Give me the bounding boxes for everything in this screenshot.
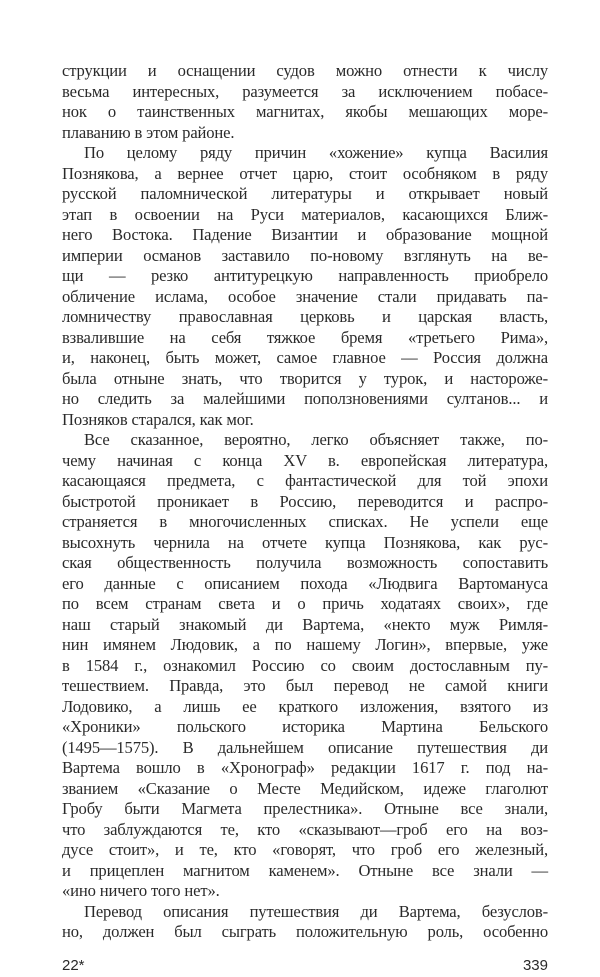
text-line: струкции и оснащении судов можно отнести к числу: [62, 61, 548, 80]
text-line: и, наконец, быть может, самое главное — Россия должна: [62, 348, 548, 367]
text-line: обличение ислама, особое значение стали придавать па-: [62, 286, 548, 306]
paragraph: [62, 143, 548, 430]
text-line: империи османов заставило по-новому взглянуть на ве-: [62, 245, 548, 265]
paragraph: [62, 61, 548, 143]
text-line: нок о таинственных магнитах, якобы мешающих море-: [62, 102, 548, 121]
text-line: в 1584 г., ознакомил Россию со своим достославным пу-: [62, 655, 548, 675]
text-line: тешествием. Правда, это был перевод не самой книги: [62, 676, 548, 695]
text-line: Гробу быти Магмета прелестника». Отныне все знали,: [62, 799, 548, 818]
text-line: что заблуждаются те, кто «сказывают—гроб его на воз-: [62, 819, 548, 839]
text-line: чему начиная с конца XV в. европейская литература,: [62, 450, 548, 470]
paragraph: [62, 902, 548, 943]
text-line: была отныне знать, что творится у турок, и настороже-: [62, 368, 548, 388]
text-line: этап в освоении на Руси материалов, касающихся Ближ-: [62, 204, 548, 224]
text-line: «ино ничего того нет».: [62, 881, 220, 900]
text-line: русской паломнической литературы и открывает новый: [62, 184, 548, 203]
page-body: [62, 0, 548, 943]
text-line: Лодовико, а лишь ее краткого изложения, взятого из: [62, 696, 548, 716]
text-line: (1495—1575). В дальнейшем описание путешествия ди: [62, 737, 548, 757]
text-line: щи — резко антитурецкую направленность приобрело: [62, 266, 548, 285]
text-line: и прицеплен магнитом каменем». Отныне все знали —: [62, 860, 548, 880]
text-line: нин имянем Людовик, а по нашему Логин», впервые, уже: [62, 635, 548, 654]
text-line: По целому ряду причин «хожение» купца Василия: [84, 143, 548, 162]
text-line: Перевод описания путешествия ди Вартема, безуслов-: [84, 901, 548, 921]
text-line: страняется в многочисленных списках. Не успели еще: [62, 512, 548, 531]
text-line: высохнуть чернила на отчете купца Познякова, как рус-: [62, 532, 548, 552]
text-line: по всем странам света и о причь ходатаях своих», где: [62, 594, 548, 613]
page-number: 339: [522, 956, 548, 974]
text-line: ская общественность получила возможность сопоставить: [62, 553, 548, 572]
text-line: касающаяся предмета, с фантастической для той эпохи: [62, 471, 548, 490]
text-line: но, должен был сыграть положительную роль, особенно: [62, 922, 548, 941]
text-line: Все сказанное, вероятно, легко объясняет также, по-: [84, 430, 548, 449]
text-line: быстротой проникает в Россию, переводится и распро-: [62, 491, 548, 511]
paragraph: [62, 430, 548, 902]
page-footer: [62, 955, 548, 977]
text-line: него Востока. Падение Византии и образование мощной: [62, 225, 548, 244]
text-line: взвалившие на себя тяжкое бремя «третьего Рима»,: [62, 327, 548, 347]
signature-mark: 22*: [62, 956, 85, 974]
text-line: «Хроники» польского историка Мартина Бельского: [62, 717, 548, 736]
text-line: Вартема вошло в «Хронограф» редакции 1617 г. под на-: [62, 758, 548, 777]
text-line: дусе стоит», и те, кто «говорят, что гроб его железный,: [62, 840, 548, 859]
text-line: ломничеству православная церковь и царская власть,: [62, 307, 548, 326]
text-line: плаванию в этом районе.: [62, 122, 235, 142]
text-line: наш старый знакомый ди Вартема, «некто муж Римля-: [62, 614, 548, 634]
text-line: Познякова, а вернее отчет царю, стоит особняком в ряду: [62, 163, 548, 183]
text-line: его данные с описанием похода «Людвига Вартомануса: [62, 573, 548, 593]
text-line: званием «Сказание о Месте Медийском, идеже глаголют: [62, 778, 548, 798]
text-line: Позняков старался, как мог.: [62, 409, 254, 429]
text-line: весьма интересных, разумеется за исключением побасе-: [62, 81, 548, 101]
text-line: но следить за малейшими поползновениями султанов... и: [62, 389, 548, 408]
